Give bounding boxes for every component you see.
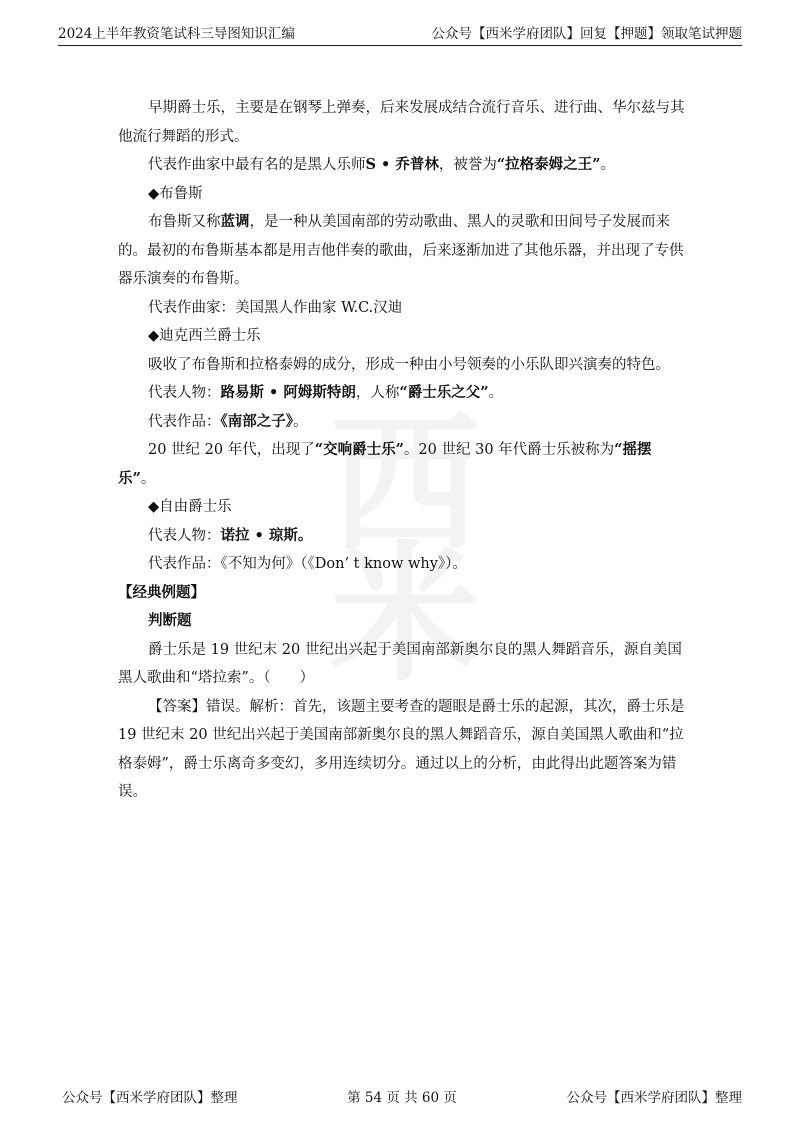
heading-blues: ◆布鲁斯	[148, 185, 203, 202]
bold-father-of-jazz: “爵士乐之父”	[399, 384, 489, 401]
heading-dixieland: ◆迪克西兰爵士乐	[148, 328, 261, 344]
heading-judgement: 判断题	[148, 612, 192, 629]
bold-armstrong: 路易斯 • 阿姆斯特朗	[220, 384, 356, 401]
paragraph-question: 爵士乐是 19 世纪末 20 世纪出兴起于美国南部新奥尔良的黑人舞蹈音乐，源自美国黑人歌曲和“塔拉索”。（ ）	[118, 641, 682, 686]
paragraph-blues: 布鲁斯又称蓝调，是一种从美国南部的劳动歌曲、黑人的灵歌和田间号子发展而来的。最初的布鲁斯基本都是用吉他伴奏的歌曲，后来逐渐加进了其他乐器，并出现了专供器乐演奏的布鲁斯。	[118, 213, 684, 287]
bold-swing: “摇摆乐”	[118, 441, 652, 487]
footer-left-text: 公众号【西米学府团队】整理	[62, 1090, 238, 1106]
paragraph-early-jazz: 早期爵士乐，主要是在钢琴上弹奏，后来发展成结合流行音乐、进行曲、华尔兹与其他流行舞蹈的形式。	[118, 100, 685, 145]
paragraph-works-dixie: 代表作品：《南部之子》。	[148, 412, 308, 430]
paragraph-joplin: 代表作曲家中最有名的是黑人乐师S • 乔普林，被誉为“拉格泰姆之王”。	[148, 156, 616, 173]
header-left-text: 2024上半年教资笔试科三导图知识汇编	[58, 26, 295, 42]
header-right-text: 公众号【西米学府团队】回复【押题】领取笔试押题	[431, 26, 742, 42]
bold-ragtime-king: “拉格泰姆之王”	[496, 156, 601, 173]
paragraph-dixieland: 吸收了布鲁斯和拉格泰姆的成分，形成一种由小号领奏的小乐队即兴演奏的特色。	[148, 356, 670, 373]
paragraph-norah-jones: 代表人物：诺拉 • 琼斯。	[148, 526, 313, 544]
bold-symphonic-jazz: “交响爵士乐”	[314, 441, 404, 458]
bold-work-title: 《南部之子》	[220, 412, 293, 430]
document-body	[118, 94, 688, 807]
footer-right-text: 公众号【西米学府团队】整理	[566, 1090, 742, 1106]
page-header	[58, 18, 742, 46]
bold-joplin: S • 乔普林	[365, 156, 439, 173]
bold-norah-jones: 诺拉 • 琼斯。	[220, 526, 313, 544]
paragraph-handy: 代表作曲家：美国黑人作曲家 W.C.汉迪	[148, 299, 403, 316]
page-number: 第 54 页 共 60 页	[347, 1090, 457, 1106]
paragraph-armstrong: 代表人物：路易斯 • 阿姆斯特朗，人称“爵士乐之父”。	[148, 384, 504, 401]
heading-free-jazz: ◆自由爵士乐	[148, 499, 232, 515]
paragraph-works-free: 代表作品：《不知为何》（《Don’ t know why》）。	[148, 556, 467, 572]
paragraph-20th-century: 20 世纪 20 年代，出现了“交响爵士乐”。20 世纪 30 年代爵士乐被称为“摇摆乐”。	[118, 441, 652, 487]
page-footer	[62, 1086, 742, 1106]
heading-example: 【经典例题】	[118, 583, 205, 601]
bold-lan-diao: 蓝调	[220, 213, 250, 230]
paragraph-answer: 【答案】错误。解析：首先，该题主要考查的题眼是爵士乐的起源，其次，爵士乐是 19 世纪末 20 世纪出兴起于美国南部新奥尔良的黑人舞蹈音乐，源自美国黑人歌曲和“拉格泰姆”，爵士乐离奇多变幻，多用连续切分。通过以上的分析，由此得出此题答案为错误。	[118, 698, 685, 800]
